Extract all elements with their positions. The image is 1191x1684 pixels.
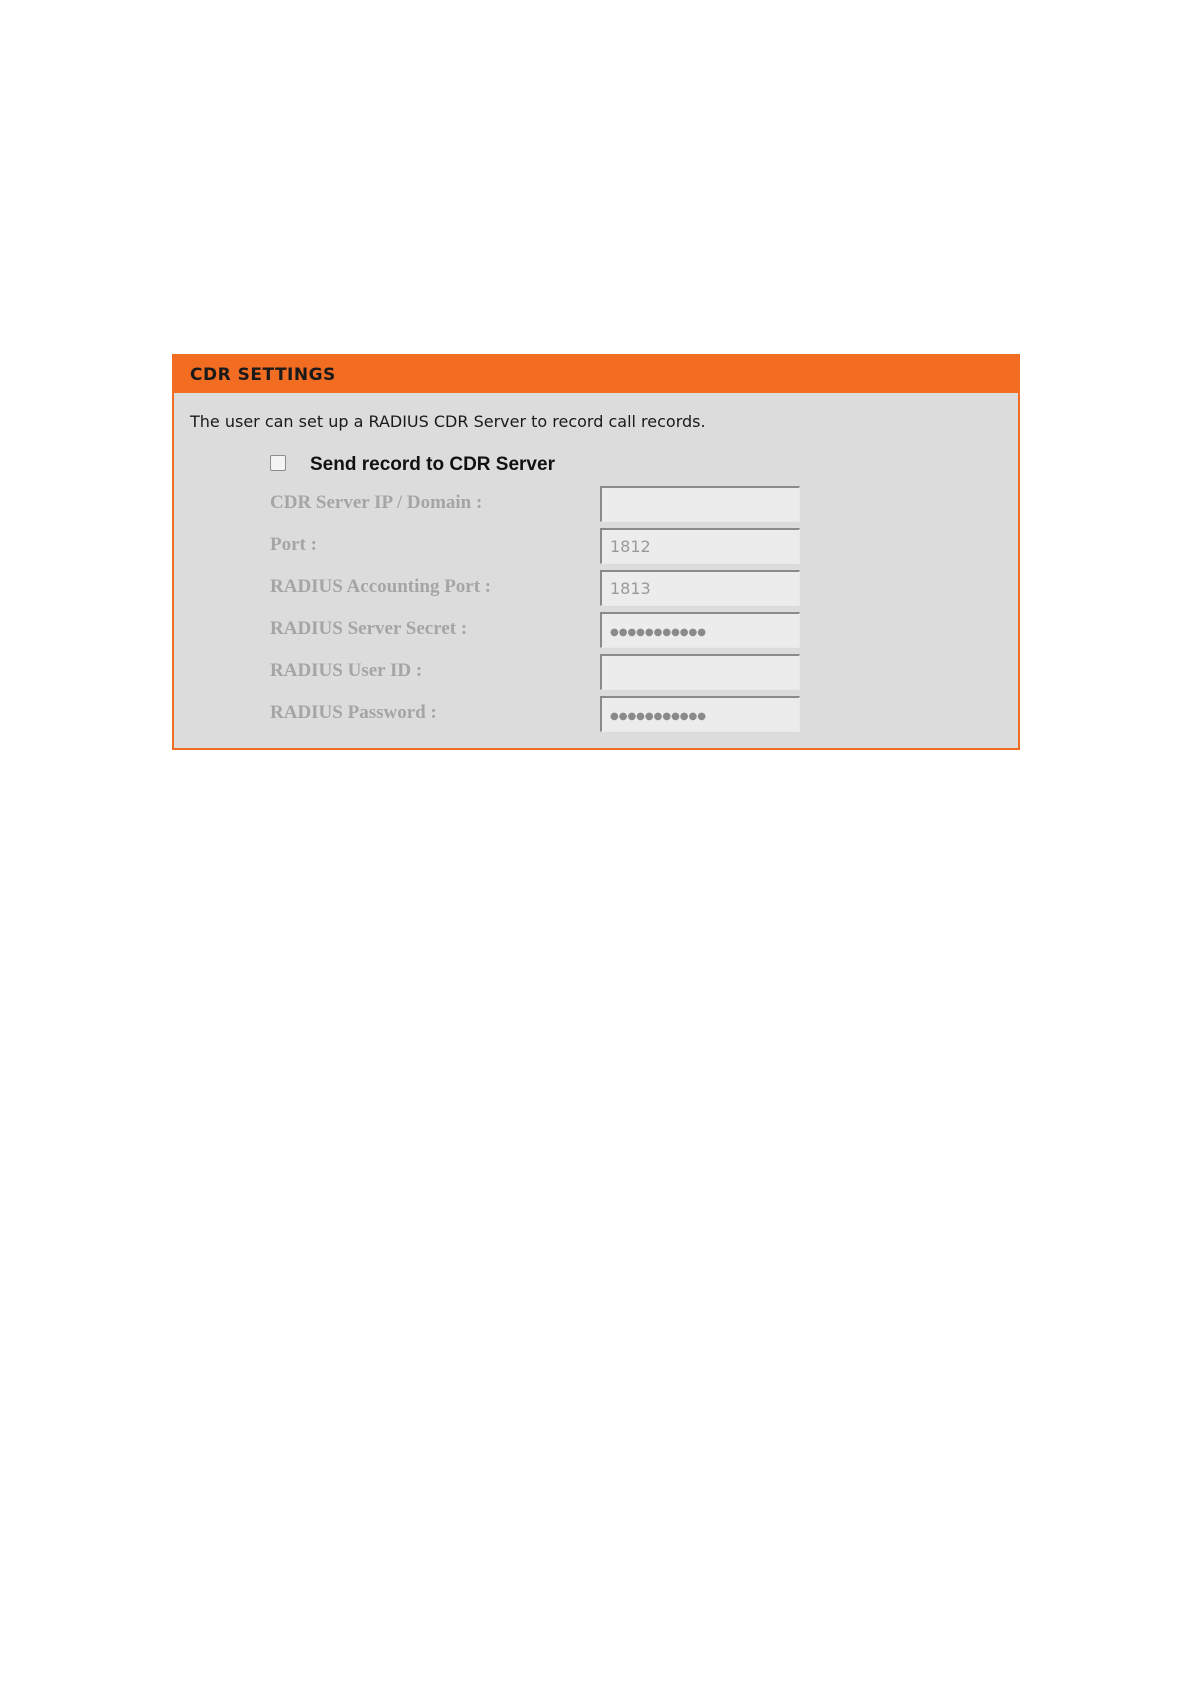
field-row-server-secret (270, 612, 870, 650)
send-record-row (270, 454, 555, 476)
port-input[interactable]: 1812 (600, 528, 800, 564)
accounting-port-input[interactable]: 1813 (600, 570, 800, 606)
user-id-input[interactable] (600, 654, 800, 690)
panel-title: CDR SETTINGS (190, 364, 336, 385)
send-record-label: Send record to CDR Server (310, 454, 555, 475)
field-row-cdr-server (270, 486, 870, 524)
port-label: Port : (270, 534, 317, 555)
field-row-port (270, 528, 870, 566)
cdr-server-input[interactable] (600, 486, 800, 522)
cdr-settings-panel (172, 354, 1020, 750)
server-secret-input[interactable]: ●●●●●●●●●●● (600, 612, 800, 648)
cdr-server-label: CDR Server IP / Domain : (270, 492, 483, 513)
accounting-port-label: RADIUS Accounting Port : (270, 576, 492, 597)
field-row-password (270, 696, 870, 734)
panel-header (174, 356, 1018, 393)
field-row-accounting-port (270, 570, 870, 608)
server-secret-label: RADIUS Server Secret : (270, 618, 468, 639)
user-id-label: RADIUS User ID : (270, 660, 423, 681)
password-label: RADIUS Password : (270, 702, 437, 723)
password-input[interactable]: ●●●●●●●●●●● (600, 696, 800, 732)
field-row-user-id (270, 654, 870, 692)
send-record-checkbox[interactable] (270, 455, 286, 471)
panel-description: The user can set up a RADIUS CDR Server to record call records. (190, 412, 706, 431)
